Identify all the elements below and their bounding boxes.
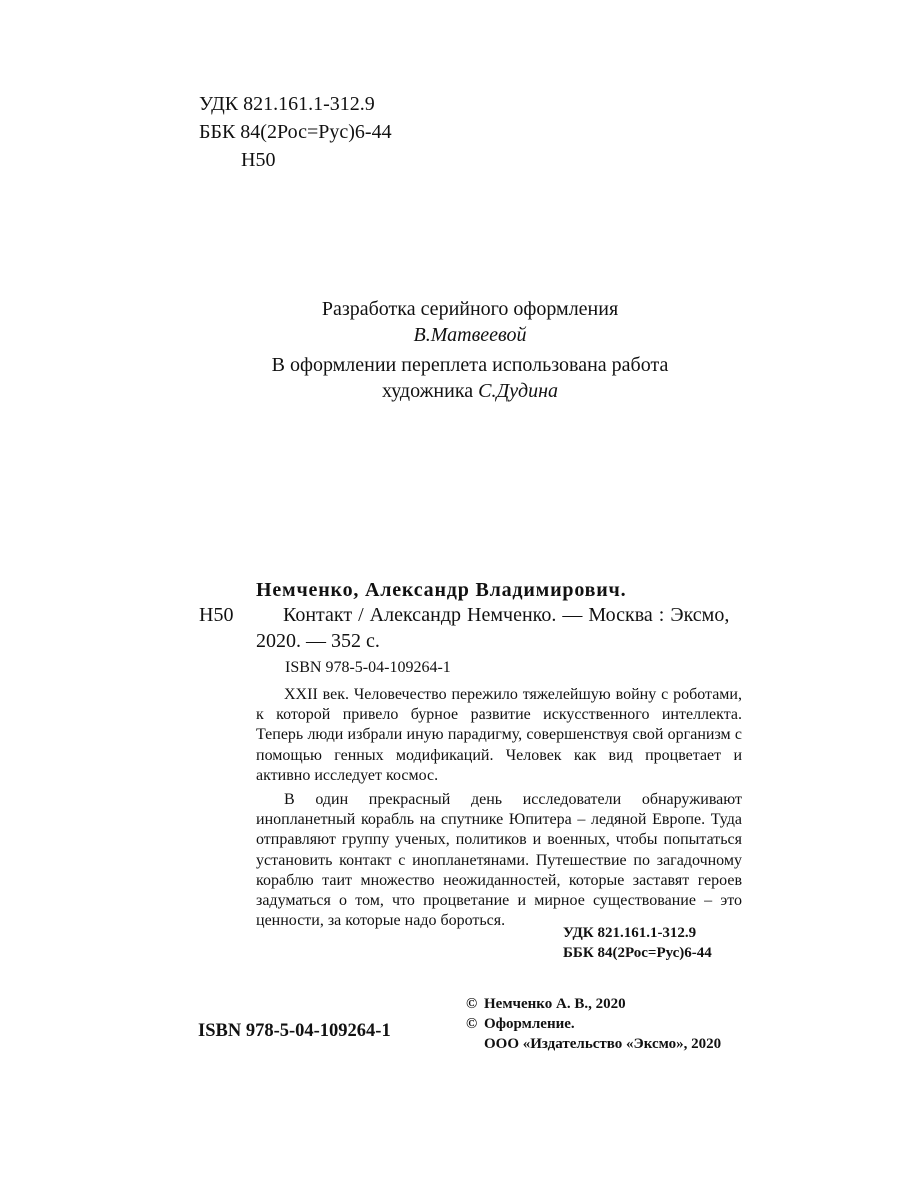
bbk-code-bottom: ББК 84(2Рос=Рус)6-44 xyxy=(563,945,712,961)
bbk-code: ББК 84(2Рос=Рус)6-44 xyxy=(199,121,392,143)
record-isbn: ISBN 978-5-04-109264-1 xyxy=(285,659,451,676)
artist-prefix: художника xyxy=(381,380,474,402)
copyright-publisher-row xyxy=(466,1034,721,1054)
copyright-author-row xyxy=(466,994,721,1014)
udk-code-bottom: УДК 821.161.1-312.9 xyxy=(563,925,697,941)
copyright-design-row xyxy=(466,1014,721,1034)
copyright-symbol: © xyxy=(466,996,478,1012)
annotation-paragraph: В один прекрасный день исследователи обнаруживают инопланетный корабль на спутнике Юпитера – ледяной Европе. Туда отправляют группу ученых, политиков и военных, чтобы попытаться установить контакт с инопланетянами. Путешествие по загадочному кораблю таит множество неожиданностей, которые заставят героев задуматься о том, что процветание и мирное существование – это ценности, за которые надо бороться. xyxy=(256,791,742,930)
copyright-symbol: © xyxy=(466,1016,478,1032)
udk-code: УДК 821.161.1-312.9 xyxy=(199,93,375,115)
copyright-author: Немченко А. В., 2020 xyxy=(484,996,626,1012)
binding-label: В оформлении переплета использована работа xyxy=(271,354,669,376)
classification-codes xyxy=(199,90,392,174)
record-title-line-2: 2020. — 352 с. xyxy=(256,630,380,652)
isbn-bottom: ISBN 978-5-04-109264-1 xyxy=(198,1021,391,1041)
author-mark: Н50 xyxy=(241,149,276,171)
record-author-mark: Н50 xyxy=(199,604,234,626)
series-designer-name: В.Матвеевой xyxy=(413,324,527,346)
copyright-block xyxy=(466,994,721,1054)
record-title-line-1: Контакт / Александр Немченко. — Москва : Эксмо, xyxy=(283,604,730,626)
artist-line xyxy=(0,378,900,404)
annotation-paragraph: XXII век. Человечество пережило тяжелейшую войну с роботами, к которой привело бурное развитие искусственного интеллекта. Теперь люди избрали иную парадигму, совершенствуя свой организм с помощью генных модификаций. Человек как вид процветает и активно исследует космос. xyxy=(256,686,742,784)
copyright-publisher: ООО «Издательство «Эксмо», 2020 xyxy=(484,1036,722,1052)
annotation xyxy=(256,685,742,931)
series-design-label: Разработка серийного оформления xyxy=(321,298,619,320)
record-author: Немченко, Александр Владимирович. xyxy=(256,579,627,601)
series-design-credit xyxy=(0,296,900,348)
binding-artwork-credit xyxy=(0,352,900,404)
artist-name: С.Дудина xyxy=(478,380,559,402)
copyright-design-label: Оформление. xyxy=(484,1016,575,1032)
classification-bottom xyxy=(563,923,712,963)
